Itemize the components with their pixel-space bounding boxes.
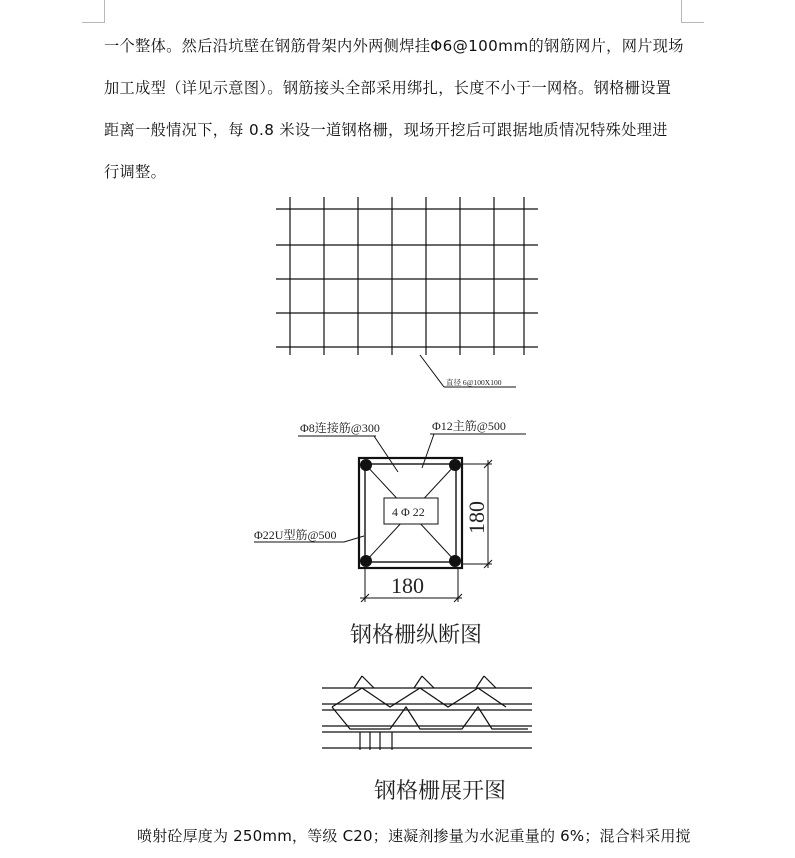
dim-width: 180: [391, 573, 424, 598]
page-corner-mark-right: [681, 0, 704, 23]
paragraph-line: 距离一般情况下，每 0.8 米设一道钢格栅，现场开挖后可跟据地质情况特殊处理进: [104, 121, 668, 139]
unfold-figure: [316, 670, 546, 810]
label-main-bar: Φ12主筋@500: [432, 419, 506, 433]
paragraph-2: 喷射砼厚度为 250mm，等级 C20；速凝剂掺量为水泥重量的 6%；混合料采用搅: [137, 827, 691, 845]
paragraph-line: 一个整体。然后沿坑壁在钢筋骨架内外两侧焊挂Φ6@100mm的钢筋网片，网片现场: [104, 37, 684, 55]
mesh-figure: [270, 195, 550, 395]
mesh-grid: [276, 197, 538, 355]
section-caption: 钢格栅纵断图: [350, 622, 483, 647]
section-center-label: 4 Φ 22: [392, 505, 425, 519]
label-connector-bar: Φ8连接筋@300: [300, 421, 380, 435]
paragraph-line: 行调整。: [104, 163, 167, 181]
label-u-bar: Φ22U型筋@500: [254, 528, 337, 542]
dim-height: 180: [464, 501, 489, 534]
paragraph-line: 加工成型（详见示意图）。钢筋接头全部采用绑扎，长度不小于一网格。钢格栅设置: [104, 79, 672, 97]
section-figure: [248, 412, 548, 652]
mesh-label: 直径 6@100X100: [446, 378, 502, 387]
page-corner-mark-left: [82, 0, 105, 23]
paragraph-1: [104, 32, 694, 186]
unfold-drawing: [322, 676, 532, 750]
unfold-caption: 钢格栅展开图: [374, 778, 507, 803]
